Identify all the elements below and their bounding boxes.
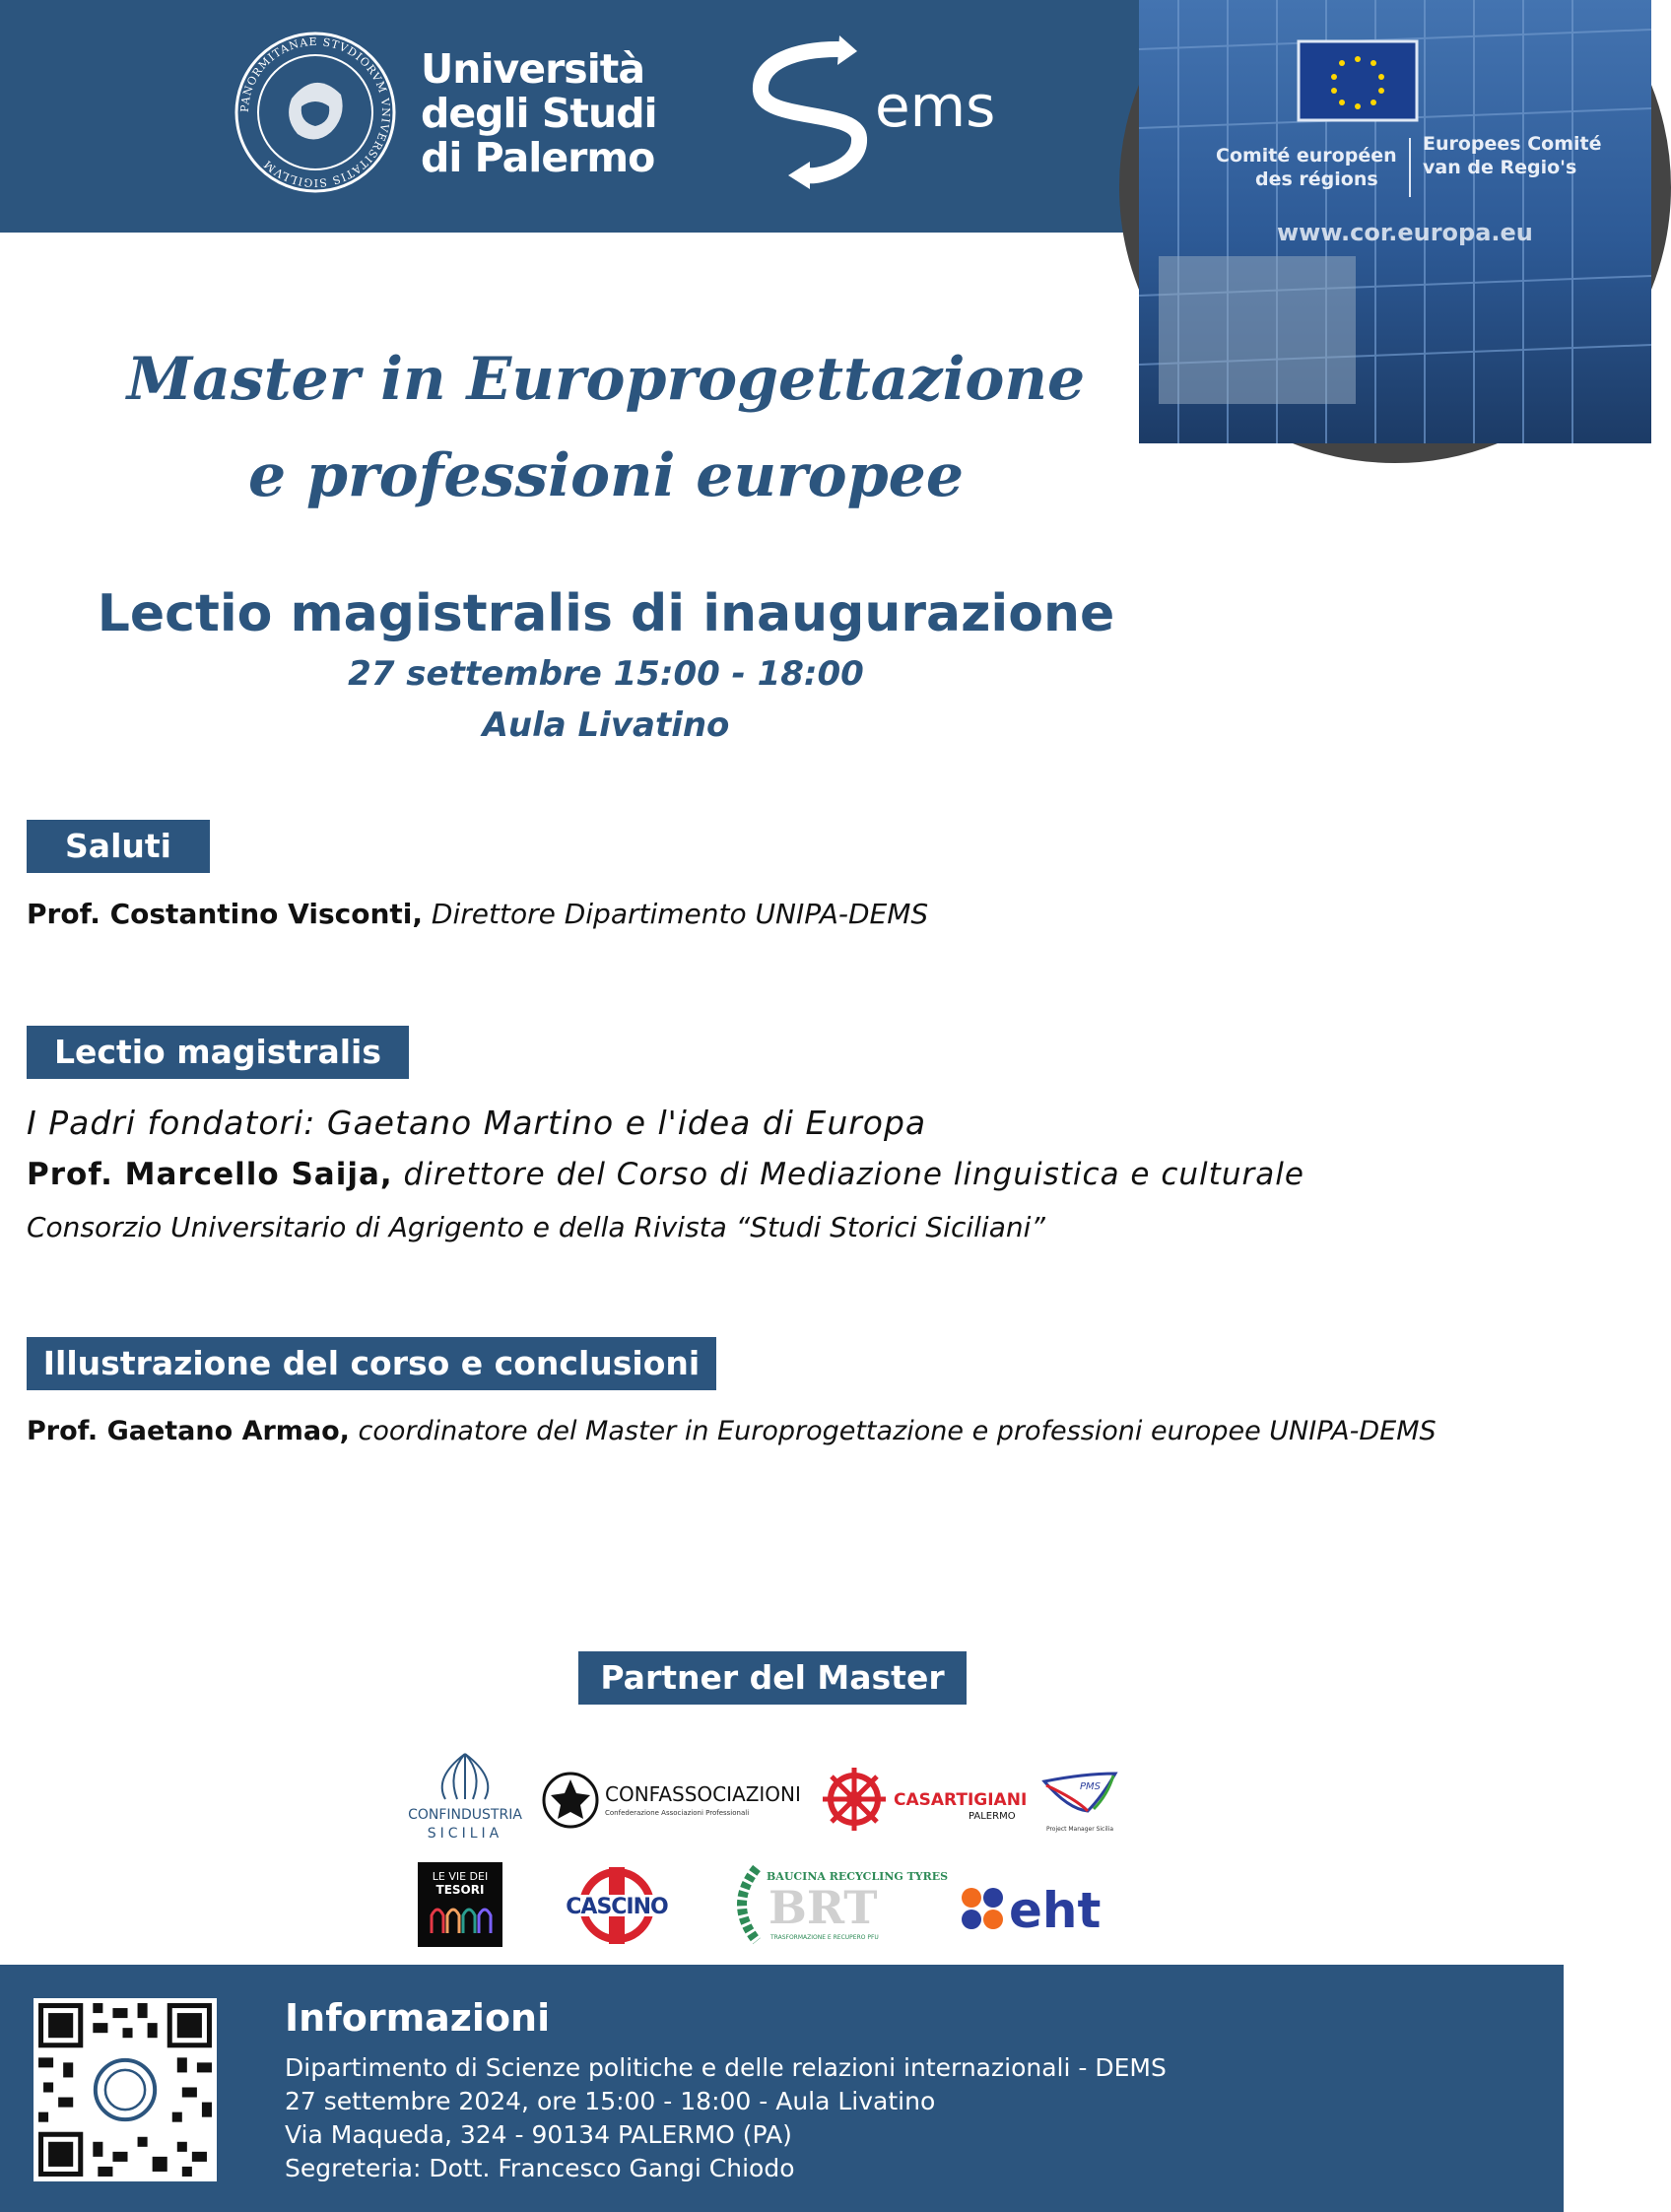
master-title-line: e professioni europee — [247, 441, 965, 510]
cascino-logo — [554, 1867, 680, 1944]
pms-text: PMS — [1080, 1781, 1102, 1792]
event-heading: Lectio magistralis di inaugurazione — [97, 584, 1115, 643]
qr-code[interactable] — [33, 1998, 217, 2181]
master-title-line: Master in Europrogettazione — [126, 345, 1086, 414]
brt-company: BAUCINA RECYCLING TYRES — [767, 1870, 949, 1883]
info-title: Informazioni — [285, 1996, 551, 2040]
saluti-role: Direttore Dipartimento UNIPA-DEMS — [431, 898, 929, 930]
confassociazioni-text: CONFASSOCIAZIONI — [605, 1782, 801, 1806]
confassociazioni-logo — [540, 1770, 806, 1831]
photo-url: www.cor.europa.eu — [1277, 219, 1533, 246]
university-seal-logo — [233, 30, 398, 195]
lectio-speaker: Prof. Marcello Saija, — [27, 1157, 393, 1192]
info-line: Via Maqueda, 324 - 90134 PALERMO (PA) — [285, 2120, 792, 2149]
illustrazione-speaker-line — [27, 1412, 1437, 1451]
lectio-role: direttore del Corso di Mediazione linguistica e culturale — [403, 1157, 1304, 1192]
brt-letters: BRT — [769, 1881, 878, 1934]
seal-text: PANORMITANAE STVDIORVM VNIVERSITATIS SIGILLVM — [237, 34, 393, 190]
saluti-speaker: Prof. Costantino Visconti, — [27, 898, 423, 930]
lectio-topic: I Padri fondatori: Gaetano Martino e l'idea di Europa — [27, 1104, 927, 1142]
confassociazioni-subtitle: Confederazione Associazioni Professionali — [605, 1809, 750, 1817]
university-name-line: degli Studi — [421, 90, 657, 137]
lectio-speaker-line — [27, 1155, 1304, 1194]
photo-text-right: Europees Comité — [1423, 133, 1602, 155]
partners-label: Partner del Master — [578, 1651, 967, 1705]
brt-logo — [727, 1862, 949, 1947]
university-name — [421, 47, 657, 180]
eht-logo — [958, 1874, 1115, 1939]
dems-logo — [749, 32, 996, 195]
casartigiani-city: PALERMO — [969, 1811, 1016, 1822]
confindustria-logo — [386, 1750, 544, 1844]
casartigiani-text: CASARTIGIANI — [894, 1790, 1028, 1810]
master-title — [39, 331, 1172, 524]
info-line: 27 settembre 2024, ore 15:00 - 18:00 - Aula Livatino — [285, 2087, 936, 2115]
confindustria-region: SICILIA — [427, 1826, 503, 1842]
illustrazione-label: Illustrazione del corso e conclusioni — [27, 1337, 716, 1390]
committee-of-regions-photo — [1119, 0, 1671, 463]
eht-text: eht — [1009, 1882, 1102, 1939]
lectio-label: Lectio magistralis — [27, 1026, 409, 1079]
cascino-text: CASCINO — [566, 1895, 668, 1919]
university-name-line: Università — [421, 45, 645, 93]
pms-subtitle: Project Manager Sicilia — [1045, 1826, 1114, 1833]
info-line: Dipartimento di Scienze politiche e delle relazioni internazionali - DEMS — [285, 2053, 1167, 2082]
casartigiani-logo — [821, 1764, 1028, 1835]
le-vie-dei-tesori-logo — [418, 1862, 502, 1947]
photo-text-left: des régions — [1255, 168, 1378, 190]
vie-tesori-name: TESORI — [435, 1883, 485, 1897]
photo-text-right: van de Regio's — [1423, 157, 1577, 178]
photo-text-left: Comité européen — [1216, 145, 1397, 167]
vie-tesori-text: LE VIE DEI — [432, 1870, 489, 1883]
info-line: Segreteria: Dott. Francesco Gangi Chiodo — [285, 2154, 795, 2182]
header-banner — [0, 0, 1602, 246]
confindustria-text: CONFINDUSTRIA — [408, 1807, 522, 1823]
pms-logo — [1040, 1768, 1119, 1837]
saluti-speaker-line — [27, 895, 928, 934]
illustrazione-speaker: Prof. Gaetano Armao, — [27, 1416, 350, 1446]
university-name-line: di Palermo — [421, 134, 655, 181]
event-date: 27 settembre 15:00 - 18:00 — [348, 654, 864, 694]
illustrazione-role: coordinatore del Master in Europrogettazione e professioni europee UNIPA-DEMS — [358, 1416, 1437, 1446]
event-place: Aula Livatino — [482, 705, 730, 745]
lectio-role-secondary: Consorzio Universitario di Agrigento e della Rivista “Studi Storici Siciliani” — [27, 1211, 1045, 1243]
saluti-label: Saluti — [27, 820, 210, 873]
dems-logo-text: ems — [875, 73, 996, 140]
brt-subtitle: TRASFORMAZIONE E RECUPERO PFU — [770, 1934, 879, 1941]
